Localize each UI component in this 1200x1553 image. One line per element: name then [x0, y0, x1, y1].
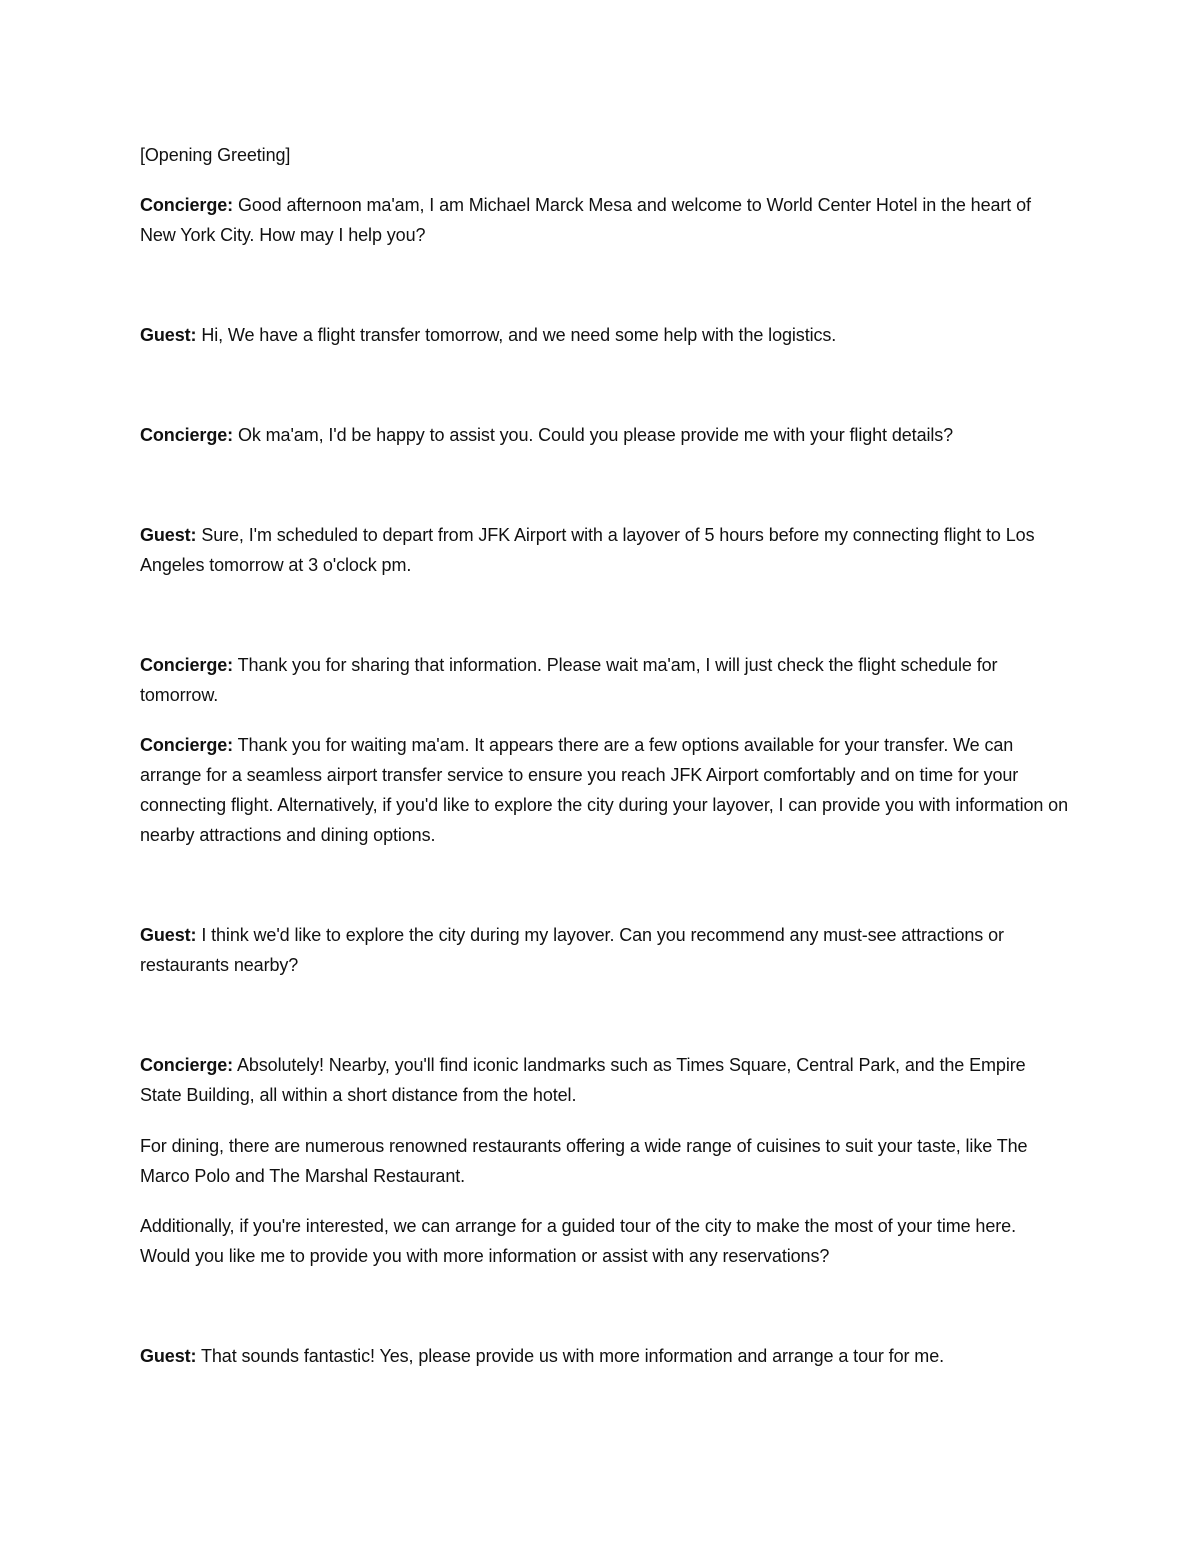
dialogue-text: Thank you for waiting ma'am. It appears there are a few options available for your transfer. We can arrange for a seamless airport transfer service to ensure you reach JFK Airport comfortably and on time for your connecting flight. Alternatively, if you'd like to explore the city during your layover, I can provide you with information on nearby attractions and dining options.: [140, 735, 1069, 845]
dialogue-text: Absolutely! Nearby, you'll find iconic landmarks such as Times Square, Central Park, and the Empire State Building, all within a short distance from the hotel.: [140, 1055, 1026, 1105]
dialogue-line: [140, 650, 1070, 710]
dialogue-text: Sure, I'm scheduled to depart from JFK Airport with a layover of 5 hours before my connecting flight to Los Angeles tomorrow at 3 o'clock pm.: [140, 525, 1035, 575]
dialogue-line: [140, 320, 1070, 350]
dialogue-continuation: [140, 1131, 1070, 1191]
speaker-label: Concierge:: [140, 655, 234, 675]
dialogue-text: Ok ma'am, I'd be happy to assist you. Could you please provide me with your flight details?: [237, 425, 954, 445]
dialogue-line: [140, 920, 1070, 980]
speaker-label: Guest:: [140, 325, 197, 345]
dialogue-text: Good afternoon ma'am, I am Michael Marck Mesa and welcome to World Center Hotel in the heart of New York City. How may I help you?: [140, 195, 1031, 245]
dialogue-line: [140, 1050, 1070, 1110]
speaker-label: Guest:: [140, 1346, 197, 1366]
dialogue-line: [140, 190, 1070, 250]
speaker-label: Concierge:: [140, 1055, 234, 1075]
section-heading: [Opening Greeting]: [140, 145, 291, 165]
dialogue-text: That sounds fantastic! Yes, please provide us with more information and arrange a tour for me.: [200, 1346, 944, 1366]
dialogue-text: Hi, We have a flight transfer tomorrow, and we need some help with the logistics.: [201, 325, 837, 345]
dialogue-line: [140, 730, 1070, 850]
speaker-label: Guest:: [140, 925, 197, 945]
dialogue-line: [140, 1341, 1070, 1371]
dialogue-line: [140, 520, 1070, 580]
dialogue-text: Thank you for sharing that information. Please wait ma'am, I will just check the flight schedule for tomorrow.: [140, 655, 998, 705]
dialogue-text: I think we'd like to explore the city during my layover. Can you recommend any must-see attractions or restaurants nearby?: [140, 925, 1004, 975]
speaker-label: Concierge:: [140, 735, 234, 755]
dialogue-line: [140, 420, 1070, 450]
dialogue-continuation: [140, 1211, 1070, 1271]
speaker-label: Guest:: [140, 525, 197, 545]
dialogue-text: For dining, there are numerous renowned restaurants offering a wide range of cuisines to suit your taste, like The Marco Polo and The Marshal Restaurant.: [140, 1136, 1028, 1186]
dialogue-text: Additionally, if you're interested, we can arrange for a guided tour of the city to make the most of your time here. Would you like me to provide you with more information or assist with any reservations?: [140, 1216, 1016, 1266]
speaker-label: Concierge:: [140, 195, 234, 215]
speaker-label: Concierge:: [140, 425, 234, 445]
